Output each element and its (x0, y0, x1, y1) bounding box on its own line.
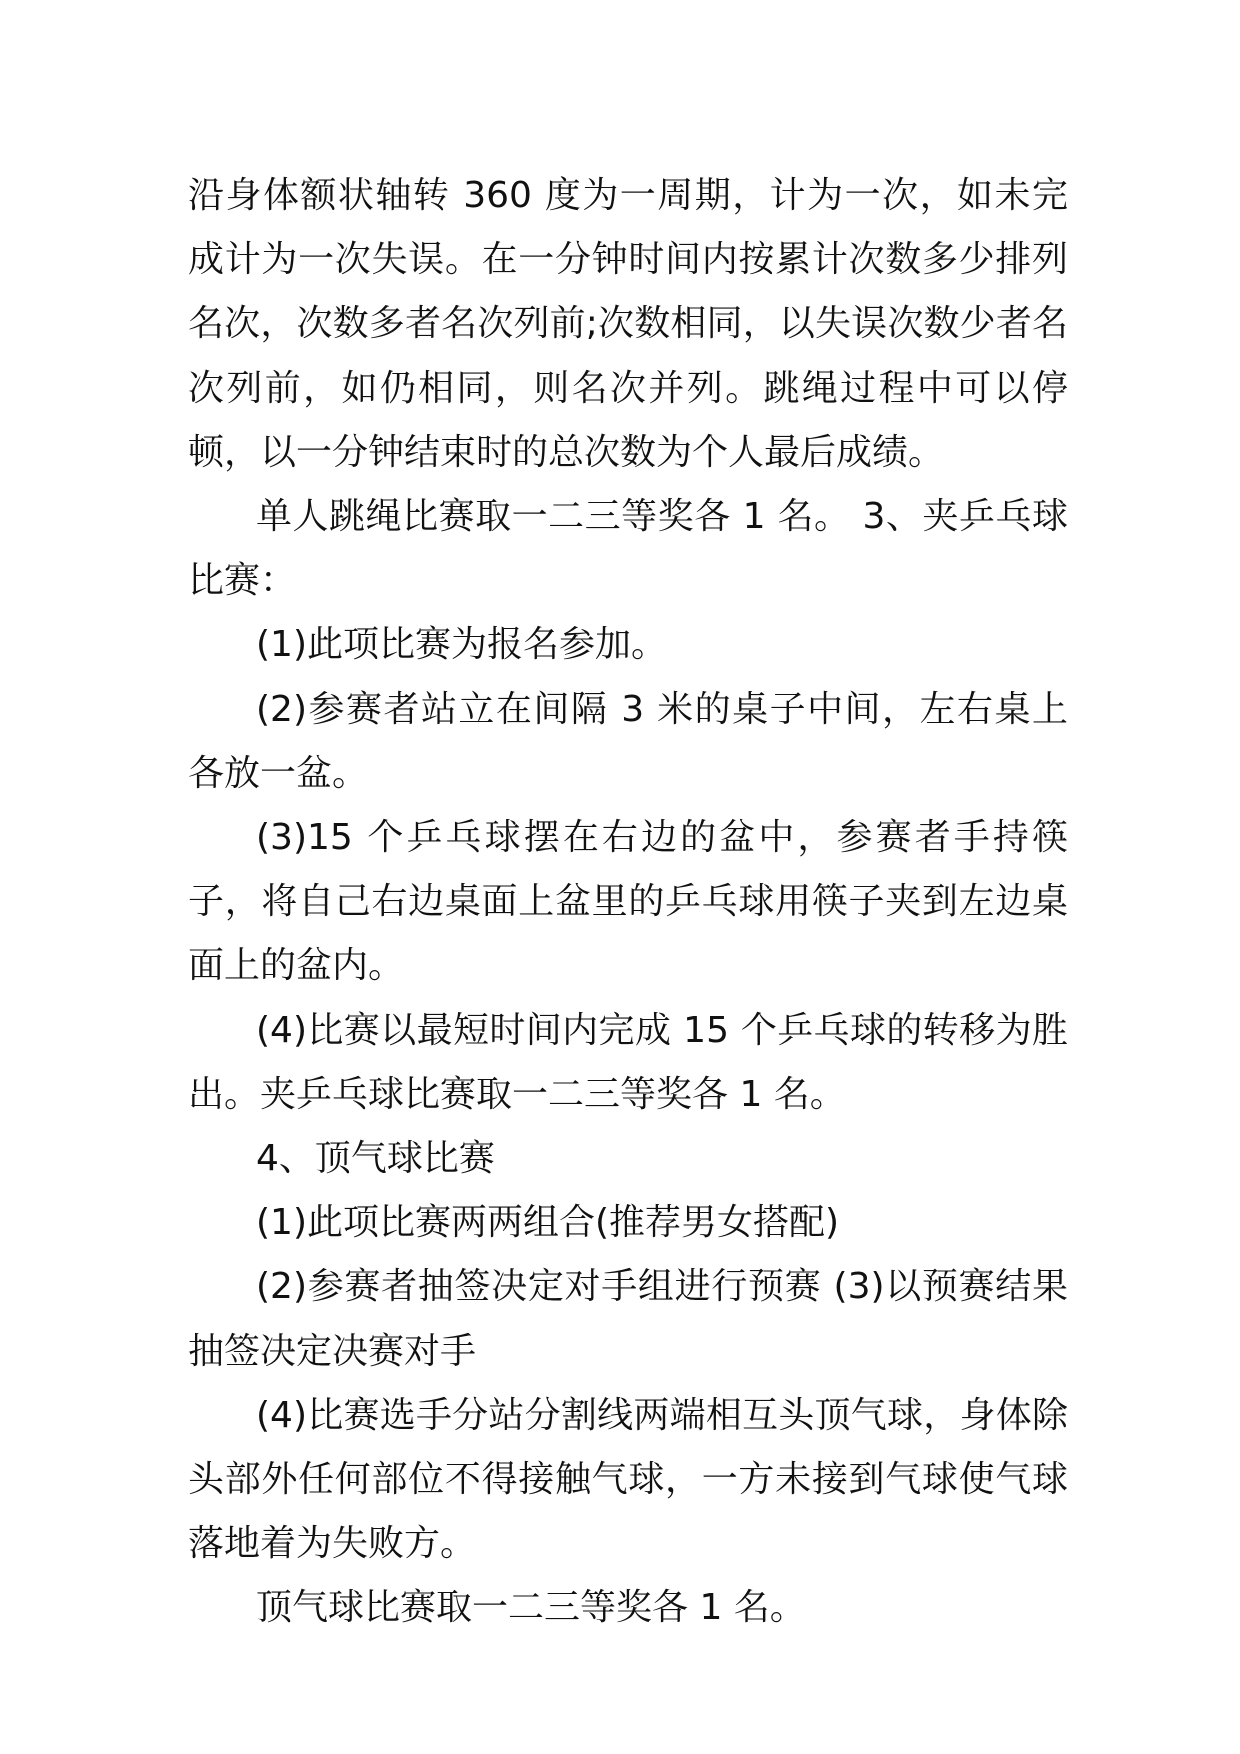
paragraph: 单人跳绳比赛取一二三等奖各 1 名。 3、夹乒乓球比赛： (188, 496, 1068, 602)
paragraph: 顶气球比赛取一二三等奖各 1 名。 (256, 1587, 806, 1629)
paragraph: (2)参赛者抽签决定对手组进行预赛 (3)以预赛结果抽签决定决赛对手 (188, 1266, 1068, 1372)
paragraph: (1)此项比赛为报名参加。 (256, 624, 667, 666)
paragraph: (1)此项比赛两两组合(推荐男女搭配) (256, 1202, 840, 1244)
paragraph: (4)比赛以最短时间内完成 15 个乒乓球的转移为胜出。夹乒乓球比赛取一二三等奖各 1 名。 (188, 1009, 1068, 1115)
document-body (188, 164, 1068, 1641)
paragraph: (3)15 个乒乓球摆在右边的盆中，参赛者手持筷子，将自己右边桌面上盆里的乒乓球用筷子夹到左边桌面上的盆内。 (188, 817, 1068, 987)
paragraph: 沿身体额状轴转 360 度为一周期，计为一次，如未完成计为一次失误。在一分钟时间内按累计次数多少排列名次，次数多者名次列前;次数相同，以失误次数少者名次列前，如仍相同，则名次并列。跳绳过程中可以停顿，以一分钟结束时的总次数为个人最后成绩。 (188, 175, 1068, 473)
paragraph: 4、顶气球比赛 (256, 1138, 495, 1180)
paragraph: (4)比赛选手分站分割线两端相互头顶气球，身体除头部外任何部位不得接触气球，一方未接到气球使气球落地着为失败方。 (188, 1394, 1068, 1565)
paragraph: (2)参赛者站立在间隔 3 米的桌子中间，左右桌上各放一盆。 (188, 688, 1068, 794)
